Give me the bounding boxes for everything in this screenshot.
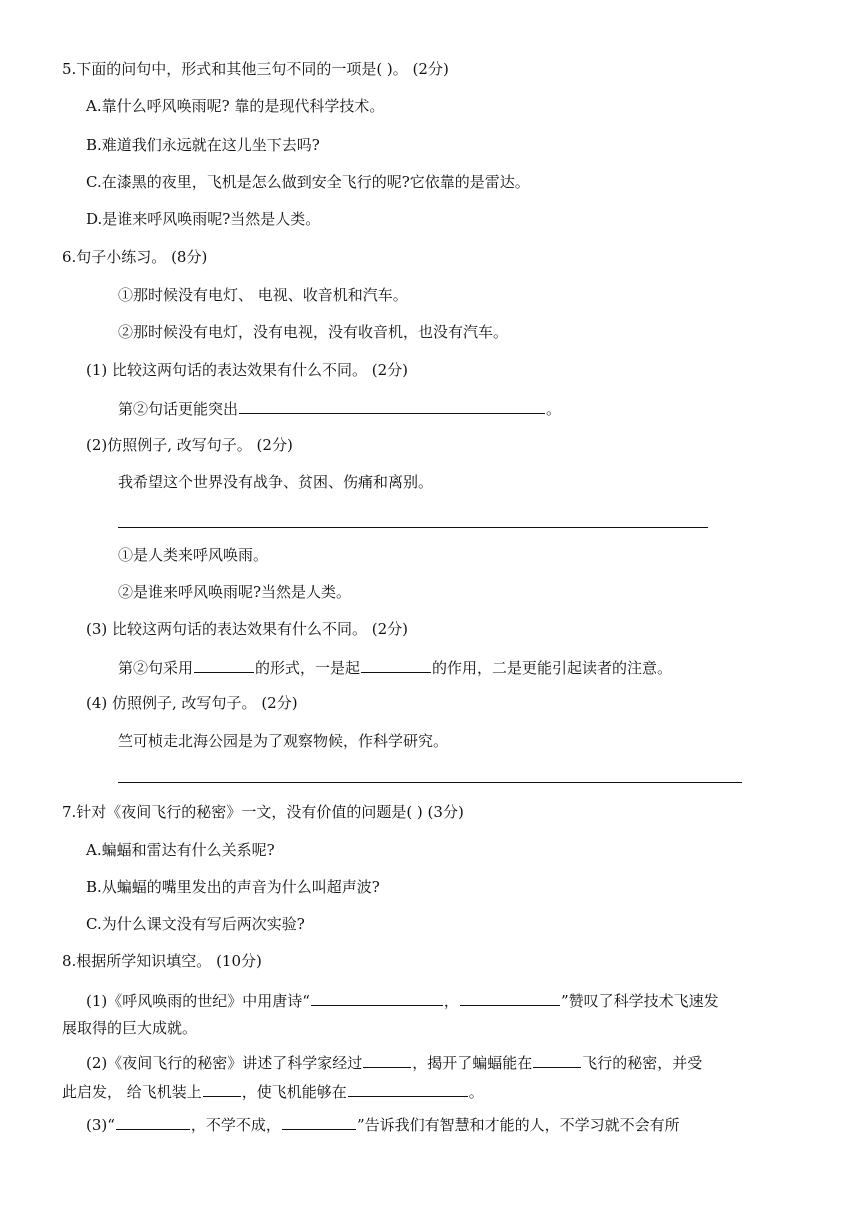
answer-blank[interactable] [460, 989, 560, 1006]
q8-item2-text-a: (2)《夜间飞行的秘密》讲述了科学家经过 [86, 1054, 363, 1072]
answer-blank[interactable] [203, 1080, 241, 1097]
q5-stem: 5.下面的问句中，形式和其他三句不同的一项是( )。 (2分) [62, 60, 449, 78]
q8-item3-text-c: ”告诉我们有智慧和才能的人，不学习就不会有所 [356, 1116, 680, 1134]
answer-blank[interactable] [363, 1051, 411, 1068]
q8-stem: 8.根据所学知识填空。 (10分) [62, 952, 262, 970]
answer-blank[interactable] [194, 656, 254, 673]
q7-option-b: B.从蝙蝠的嘴里发出的声音为什么叫超声波? [86, 878, 380, 896]
q8-item1-text-a: (1)《呼风唤雨的世纪》中用唐诗“ [86, 992, 310, 1010]
q8-item2-text-f: 。 [468, 1083, 484, 1101]
q6-part4-example: 竺可桢走北海公园是为了观察物候，作科学研究。 [118, 732, 449, 750]
answer-blank[interactable] [361, 656, 431, 673]
answer-blank[interactable] [311, 989, 443, 1006]
q8-item2-line2 [62, 1080, 484, 1102]
q5-option-c: C.在漆黑的夜里，飞机是怎么做到安全飞行的呢?它依靠的是雷达。 [86, 173, 530, 191]
q6-sentence-2: ②那时候没有电灯，没有电视，没有收音机，也没有汽车。 [118, 323, 509, 341]
q7-option-c: C.为什么课文没有写后两次实验? [86, 915, 305, 933]
q6-part1-suffix: 。 [546, 400, 562, 418]
q5-option-b: B.难道我们永远就在这儿坐下去吗? [86, 136, 320, 154]
q6-sentence-3: ①是人类来呼风唤雨。 [118, 546, 269, 564]
answer-blank[interactable] [348, 1080, 468, 1097]
q6-part1-prefix: 第②句话更能突出 [118, 400, 239, 418]
q6-part3-answer-line [118, 656, 672, 678]
answer-blank[interactable] [282, 1113, 356, 1130]
q6-part3-text-b: 的形式，一是起 [255, 659, 361, 677]
q6-part1-answer-line [118, 397, 561, 419]
answer-blank[interactable] [116, 1113, 190, 1130]
q8-item3-text-b: ，不学不成， [190, 1116, 281, 1134]
q6-part3-title: (3) 比较这两句话的表达效果有什么不同。 (2分) [86, 620, 409, 638]
q8-item2-text-d: 此启发， 给飞机装上 [62, 1083, 202, 1101]
q6-part2-example: 我希望这个世界没有战争、贫困、伤痛和离别。 [118, 473, 434, 491]
q8-item1-text-b: ， [443, 992, 459, 1010]
q7-stem: 7.针对《夜间飞行的秘密》一文，没有价值的问题是( ) (3分) [62, 803, 464, 821]
q6-sentence-4: ②是谁来呼风唤雨呢?当然是人类。 [118, 583, 352, 601]
q7-option-a: A.蝙蝠和雷达有什么关系呢? [86, 841, 275, 859]
q8-item2-text-b: ，揭开了蝙蝠能在 [412, 1054, 533, 1072]
q6-part4-title: (4) 仿照例子, 改写句子。 (2分) [86, 694, 298, 712]
q6-sentence-1: ①那时候没有电灯、 电视、收音机和汽车。 [118, 286, 408, 304]
answer-line[interactable] [118, 527, 708, 528]
q8-item2-text-c: 飞行的秘密，并受 [582, 1054, 703, 1072]
q6-part3-text-a: 第②句采用 [118, 659, 194, 677]
q6-part1-title: (1) 比较这两句话的表达效果有什么不同。 (2分) [86, 361, 409, 379]
answer-blank[interactable] [533, 1051, 581, 1068]
answer-blank[interactable] [239, 397, 545, 414]
q8-item1-line1 [86, 989, 719, 1011]
q6-stem: 6.句子小练习。 (8分) [62, 248, 208, 266]
q5-option-a: A.靠什么呼风唤雨呢? 靠的是现代科学技术。 [86, 97, 385, 115]
q6-part2-title: (2)仿照例子, 改写句子。 (2分) [86, 436, 293, 454]
q5-option-d: D.是谁来呼风唤雨呢?当然是人类。 [86, 210, 321, 228]
answer-line[interactable] [118, 782, 742, 783]
q8-item2-text-e: ，使飞机能够在 [241, 1083, 347, 1101]
q8-item3-line1 [86, 1113, 680, 1135]
q8-item1-text-c: ”赞叹了科学技术飞速发 [560, 992, 719, 1010]
q8-item3-text-a: (3)“ [86, 1116, 115, 1134]
q6-part3-text-c: 的作用，二是更能引起读者的注意。 [432, 659, 673, 677]
q8-item1-line2: 展取得的巨大成就。 [62, 1019, 198, 1037]
q8-item2-line1 [86, 1051, 702, 1073]
